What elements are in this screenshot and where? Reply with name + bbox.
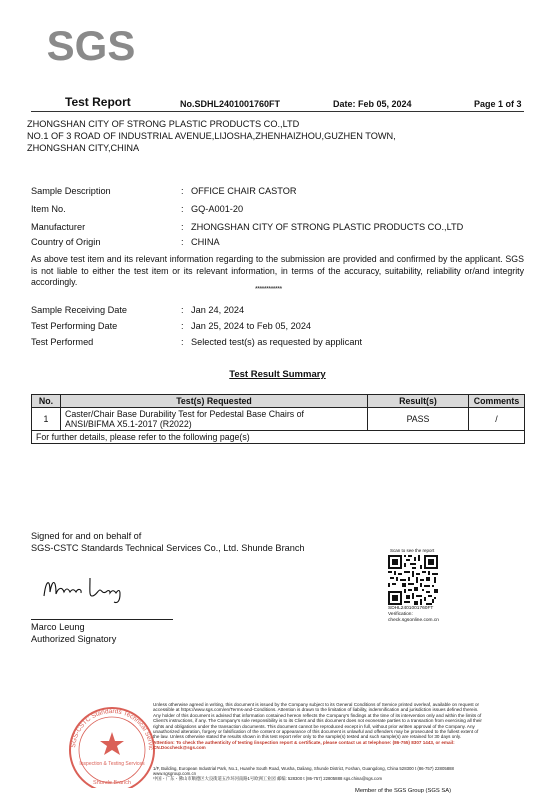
- address-line: ZHONGSHAN CITY,CHINA: [27, 143, 140, 153]
- signature-line: [31, 619, 173, 620]
- field-label: Sample Description: [31, 186, 111, 196]
- handwritten-signature: [40, 570, 140, 611]
- report-number: No.SDHL2401001760FT: [180, 99, 281, 109]
- sgs-logo-text: SGS: [47, 22, 135, 68]
- stamp-bottom-text: Shunde Branch: [93, 780, 131, 786]
- header-rule: [31, 111, 524, 112]
- table-header-row: [32, 395, 525, 408]
- qr-verification: [388, 612, 439, 623]
- sgs-logo-mark: [47, 22, 135, 68]
- row-test-line: Caster/Chair Base Durability Test for Pedestal Base Chairs of: [65, 409, 304, 419]
- summary-title: Test Result Summary: [229, 369, 326, 380]
- qr-code-icon[interactable]: [388, 555, 438, 605]
- separator-stars: ************: [255, 286, 282, 293]
- sgs-member-note: Member of the SGS Group (SGS SA): [355, 788, 452, 794]
- field-label: Item No.: [31, 204, 66, 214]
- field-value: CHINA: [191, 237, 220, 247]
- row-test: [61, 408, 368, 431]
- sample-receiving-date-row: [31, 305, 526, 317]
- qr-report-id: SDHL2401001760FT: [388, 606, 434, 611]
- country-of-origin-row: [31, 237, 526, 249]
- authenticity-warning: Attention: To check the authenticity of testing /inspection report & certificate, please contact us at telephone: (86-755) 8307 1443, or email: CN.Doccheck@sgs.com: [153, 739, 455, 751]
- field-colon: :: [181, 204, 184, 214]
- table-row: [32, 408, 525, 431]
- test-performing-date-row: [31, 321, 526, 333]
- sgs-logo: [47, 22, 135, 68]
- test-performed-row: [31, 337, 526, 349]
- manufacturer-row: [31, 222, 526, 234]
- footer-address: [153, 766, 483, 782]
- row-comments: /: [469, 408, 525, 431]
- row-no: 1: [32, 408, 61, 431]
- company-stamp: [57, 700, 167, 788]
- stamp-inner-text: Inspection & Testing Services: [79, 761, 145, 767]
- header-no: No.: [32, 395, 61, 408]
- header-result: Result(s): [368, 395, 469, 408]
- address-line: ZHONGSHAN CITY OF STRONG PLASTIC PRODUCTS CO.,LTD: [27, 119, 300, 129]
- field-value: Selected test(s) as requested by applicant: [191, 337, 363, 347]
- address-chinese: 中国・广东・佛山市顺德区大良街道五沙环河南路1号欧洲工业园 邮编: 528300 t (86-757) 22805888 sgs.china@sgs.com: [153, 776, 383, 782]
- field-value: GQ-A001-20: [191, 204, 244, 214]
- field-label: Manufacturer: [31, 222, 86, 232]
- company-line: SGS-CSTC Standards Technical Services Co., Ltd. Shunde Branch: [31, 543, 305, 553]
- field-colon: :: [181, 321, 184, 331]
- header-comments: Comments: [469, 395, 525, 408]
- field-label: Test Performed: [31, 337, 94, 347]
- address-english: 1/F, Building, European Industrial Park, No.1, Huanhe South Road, Wusha, Daliang, Shunde District, Foshan, Guangdong, China 528300 t (86-757) 22805888 www.sgsgroup.com.cn: [153, 766, 454, 777]
- field-label: Test Performing Date: [31, 321, 118, 331]
- further-details: For further details, please refer to the following page(s): [32, 431, 525, 444]
- verification-label: Verification:: [388, 612, 413, 617]
- field-label: Sample Receiving Date: [31, 305, 128, 315]
- signed-line: Signed for and on behalf of: [31, 531, 142, 541]
- table-footnote-row: [32, 431, 525, 444]
- field-colon: :: [181, 237, 184, 247]
- signed-on-behalf: [31, 530, 305, 554]
- sample-description-row: [31, 186, 526, 198]
- field-colon: :: [181, 305, 184, 315]
- stamp-ring-text: SGS-CSTC Standards Technical Servic: [70, 707, 155, 751]
- header-test: Test(s) Requested: [61, 395, 368, 408]
- field-value: Jan 25, 2024 to Feb 05, 2024: [191, 321, 312, 331]
- qr-code-graphic: [388, 555, 438, 605]
- field-value: ZHONGSHAN CITY OF STRONG PLASTIC PRODUCTS CO.,LTD: [191, 222, 464, 232]
- signatory-name: Marco Leung: [31, 622, 85, 632]
- row-result: PASS: [368, 408, 469, 431]
- field-colon: :: [181, 222, 184, 232]
- address-line: NO.1 OF 3 ROAD OF INDUSTRIAL AVENUE,LIJOSHA,ZHENHAIZHOU,GUZHEN TOWN,: [27, 131, 396, 141]
- field-value: Jan 24, 2024: [191, 305, 245, 315]
- field-label: Country of Origin: [31, 237, 101, 247]
- row-test-line: ANSI/BIFMA X5.1-2017 (R2022): [65, 419, 192, 429]
- field-colon: :: [181, 337, 184, 347]
- stamp-graphic: [57, 700, 167, 788]
- applicant-address: [27, 118, 527, 154]
- report-date: Date: Feb 05, 2024: [333, 99, 412, 109]
- page-number: Page 1 of 3: [474, 99, 522, 109]
- terms-text: Unless otherwise agreed in writing, this document is issued by the Company subject to its General Conditions of Service printed overleaf, available on request or accessible at https://www.sgs.com/en/Terms-and-Conditions. Attention is drawn to the limitation of liability, indemnification and jurisdiction issues defined therein. Any holder of this document is advised that information contained hereon reflects the Company's findings at the time of its intervention only and within the limits of Client's instructions, if any. The Company's sole responsibility is to its Client and this document does not exonerate parties to a transaction from exercising all their rights and obligations under the transaction documents. This document cannot be reproduced except in full, without prior written approval of the Company. Any unauthorized alteration, forgery or falsification of the content or appearance of this document is unlawful and offenders may be prosecuted to the fullest extent of the law. Unless otherwise stated the results shown in this test report refer only to the sample(s) tested and such sample(s) are retained for 30 days only.: [153, 702, 482, 740]
- footer-terms: [153, 702, 483, 751]
- result-summary-table: [31, 394, 525, 444]
- field-value: OFFICE CHAIR CASTOR: [191, 186, 297, 196]
- report-title: Test Report: [65, 95, 131, 109]
- signatory-role: Authorized Signatory: [31, 634, 117, 644]
- field-colon: :: [181, 186, 184, 196]
- qr-scan-label: Scan to see the report: [390, 548, 435, 553]
- signatory-block: [31, 621, 116, 645]
- disclaimer-paragraph: As above test item and its relevant information regarding to the submission are provided and confirmed by the applicant. SGS is not liable to either the test item or its relevant information, in terms of the accuracy, suitability, reliability or/and integrity accordingly.: [31, 254, 524, 287]
- signature-scrawl: [40, 570, 140, 606]
- verification-url[interactable]: check.sgsonline.com.cn: [388, 617, 439, 623]
- item-number-row: [31, 204, 526, 216]
